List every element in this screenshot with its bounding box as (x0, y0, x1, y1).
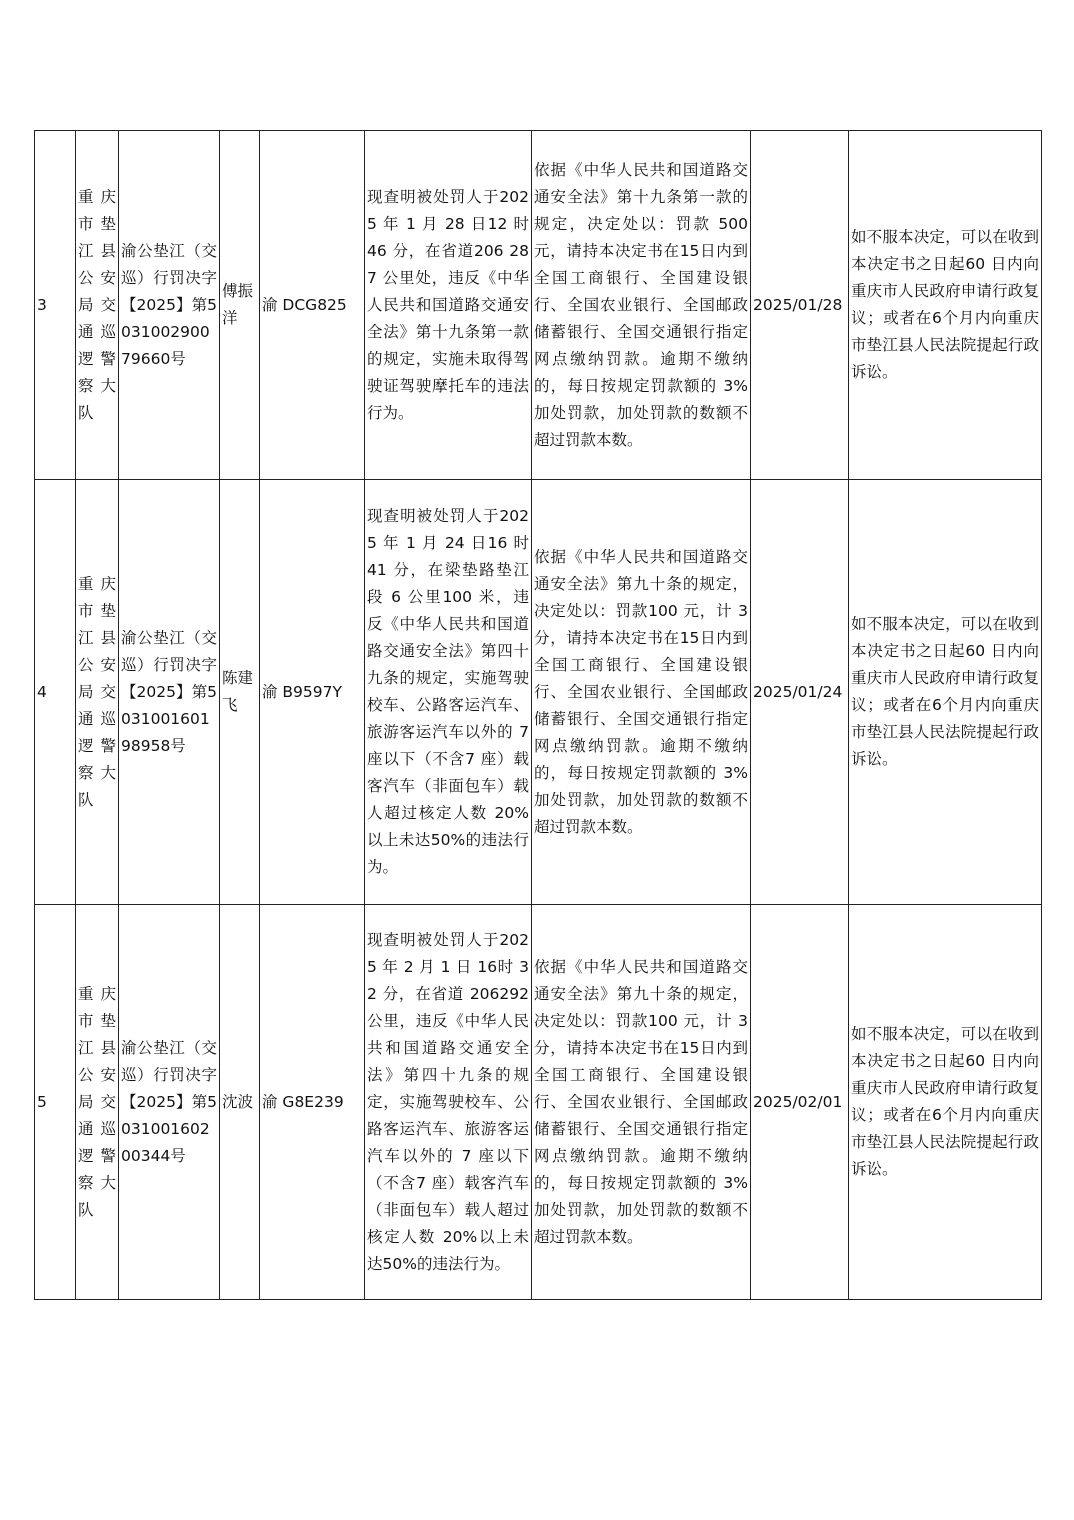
decision-date: 2025/01/28 (751, 131, 849, 480)
decision-number: 渝公垫江（交巡）行罚决字【2025】第503100160200344号 (119, 905, 220, 1300)
penalty-table (34, 130, 1042, 1300)
penalty-decision: 依据《中华人民共和国道路交通安全法》第九十条的规定，决定处以：罚款100 元，计 3 分，请持本决定书在15日内到全国工商银行、全国建设银行、全国农业银行、全国邮政储蓄银行、全国交通银行指定网点缴纳罚款。逾期不缴纳的，每日按规定罚款额的 3%加处罚款，加处罚款的数额不超过罚款本数。 (532, 480, 751, 905)
violation-facts: 现查明被处罚人于2025 年 1 月 28 日12 时 46 分，在省道206 287 公里处，违反《中华人民共和国道路交通安全法》第十九条第一款的规定，实施未取得驾驶证驾驶摩托车的违法行为。 (365, 131, 532, 480)
penalty-decision: 依据《中华人民共和国道路交通安全法》第九十条的规定，决定处以：罚款100 元，计 3 分，请持本决定书在15日内到全国工商银行、全国建设银行、全国农业银行、全国邮政储蓄银行、全国交通银行指定网点缴纳罚款。逾期不缴纳的，每日按规定罚款额的 3%加处罚款，加处罚款的数额不超过罚款本数。 (532, 905, 751, 1300)
legal-remedy: 如不服本决定，可以在收到本决定书之日起60 日内向重庆市人民政府申请行政复议；或者在6个月内向重庆市垫江县人民法院提起行政诉讼。 (849, 480, 1042, 905)
legal-remedy: 如不服本决定，可以在收到本决定书之日起60 日内向重庆市人民政府申请行政复议；或者在6个月内向重庆市垫江县人民法院提起行政诉讼。 (849, 905, 1042, 1300)
table-row (35, 480, 1042, 905)
issuing-authority: 重庆市垫江县公安局交通巡逻警察大队 (76, 131, 119, 480)
decision-date: 2025/02/01 (751, 905, 849, 1300)
plate-number: 渝 DCG825 (260, 131, 365, 480)
violation-facts: 现查明被处罚人于2025 年 2 月 1 日 16时 32 分，在省道 206292 公里，违反《中华人民共和国道路交通安全法》第四十九条的规定，实施驾驶校车、公路客运汽车、旅游客运汽车以外的 7 座以下（不含7 座）载客汽车（非面包车）载人超过核定人数 20%以上未达50%的违法行为。 (365, 905, 532, 1300)
offender-name: 陈建飞 (220, 480, 260, 905)
violation-facts: 现查明被处罚人于2025 年 1 月 24 日16 时 41 分，在梁垫路垫江段 6 公里100 米，违反《中华人民共和国道路交通安全法》第四十九条的规定，实施驾驶校车、公路客运汽车、旅游客运汽车以外的 7 座以下（不含7 座）载客汽车（非面包车）载人超过核定人数 20%以上未达50%的违法行为。 (365, 480, 532, 905)
offender-name: 傅振洋 (220, 131, 260, 480)
penalty-decision: 依据《中华人民共和国道路交通安全法》第十九条第一款的规定，决定处以：罚款 500 元，请持本决定书在15日内到全国工商银行、全国建设银行、全国农业银行、全国邮政储蓄银行、全国交通银行指定网点缴纳罚款。逾期不缴纳的，每日按规定罚款额的 3%加处罚款，加处罚款的数额不超过罚款本数。 (532, 131, 751, 480)
row-number: 4 (35, 480, 76, 905)
issuing-authority: 重庆市垫江县公安局交通巡逻警察大队 (76, 905, 119, 1300)
table-row (35, 905, 1042, 1300)
decision-number: 渝公垫江（交巡）行罚决字【2025】第503100290079660号 (119, 131, 220, 480)
offender-name: 沈波 (220, 905, 260, 1300)
decision-number: 渝公垫江（交巡）行罚决字【2025】第503100160198958号 (119, 480, 220, 905)
row-number: 3 (35, 131, 76, 480)
plate-number: 渝 B9597Y (260, 480, 365, 905)
decision-date: 2025/01/24 (751, 480, 849, 905)
issuing-authority: 重庆市垫江县公安局交通巡逻警察大队 (76, 480, 119, 905)
plate-number: 渝 G8E239 (260, 905, 365, 1300)
table-row (35, 131, 1042, 480)
row-number: 5 (35, 905, 76, 1300)
legal-remedy: 如不服本决定，可以在收到本决定书之日起60 日内向重庆市人民政府申请行政复议；或者在6个月内向重庆市垫江县人民法院提起行政诉讼。 (849, 131, 1042, 480)
